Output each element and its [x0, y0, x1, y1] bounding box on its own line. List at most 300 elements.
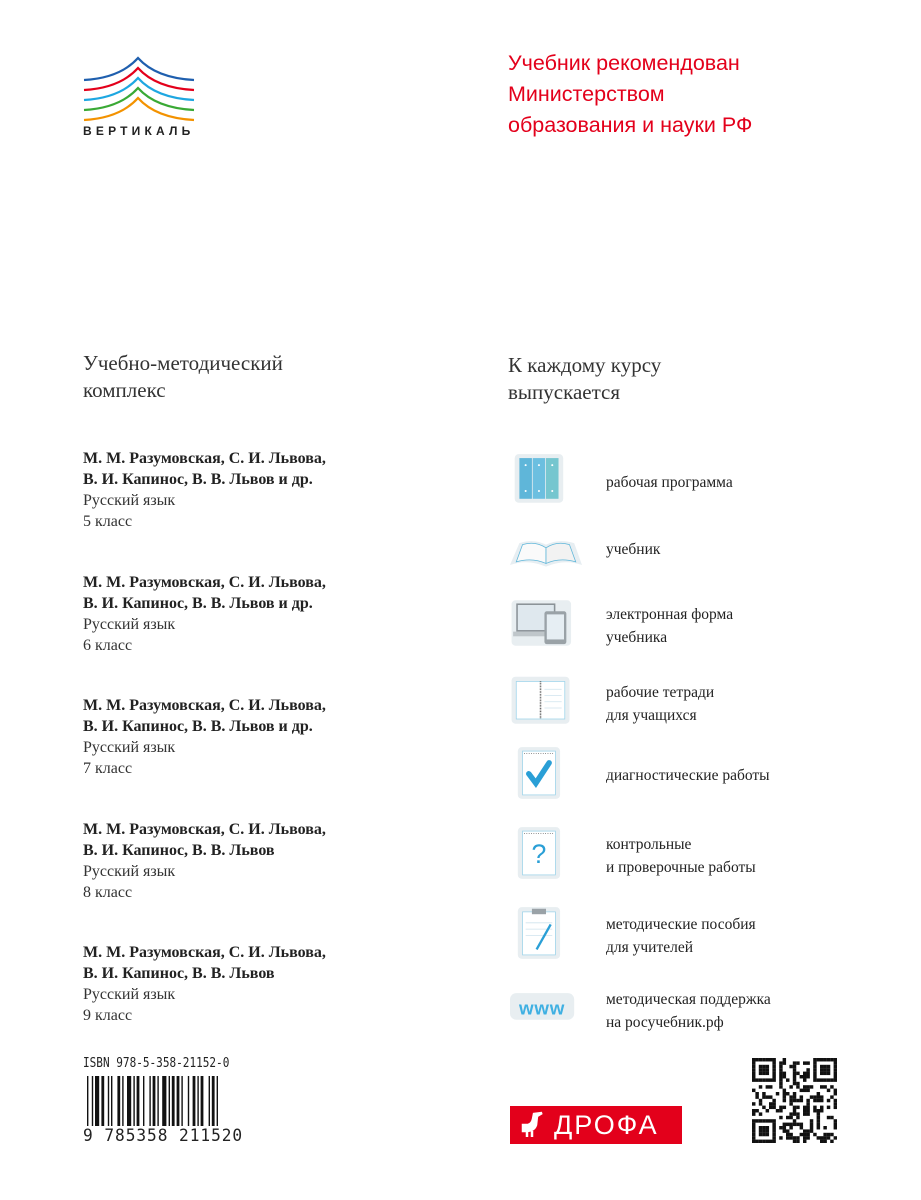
course-grade: 9 класс — [83, 1007, 133, 1024]
qr-module — [817, 1119, 820, 1122]
qr-module — [772, 1140, 775, 1143]
qr-module — [810, 1095, 813, 1098]
material-label-line: диагностические работы — [606, 767, 770, 784]
qr-module — [823, 1085, 826, 1088]
qr-module — [806, 1099, 809, 1102]
qr-module — [803, 1061, 806, 1064]
qr-module — [762, 1106, 765, 1109]
material-label-line: на росучебник.рф — [606, 1014, 724, 1031]
qr-module — [834, 1075, 837, 1078]
ean-number: 9 785358 211520 — [83, 1126, 244, 1146]
qr-module — [793, 1068, 796, 1071]
qr-module — [813, 1099, 816, 1102]
qr-module — [766, 1085, 769, 1088]
qr-module — [813, 1072, 816, 1075]
qr-module — [817, 1136, 820, 1139]
qr-module — [762, 1078, 765, 1081]
qr-module — [759, 1140, 762, 1143]
recommendation-line: Учебник рекомендован — [508, 51, 740, 75]
course-authors: В. И. Капинос, В. В. Львов и др. — [83, 718, 313, 735]
qr-module — [834, 1089, 837, 1092]
qr-module — [793, 1106, 796, 1109]
qr-module — [820, 1072, 823, 1075]
course-authors: В. И. Капинос, В. В. Львов — [83, 842, 275, 859]
qr-module — [752, 1061, 755, 1064]
qr-module — [803, 1106, 806, 1109]
course-authors: М. М. Разумовская, С. И. Львова, — [83, 450, 326, 467]
course-entry — [83, 695, 326, 779]
qr-module — [827, 1065, 830, 1068]
qr-module — [796, 1085, 799, 1088]
material-label — [606, 603, 733, 649]
material-label — [606, 471, 733, 494]
qr-module — [806, 1112, 809, 1115]
qr-module — [783, 1058, 786, 1061]
qr-module — [755, 1092, 758, 1095]
material-label-line: учебника — [606, 629, 668, 646]
qr-module — [759, 1126, 762, 1129]
qr-module — [823, 1072, 826, 1075]
qr-module — [834, 1123, 837, 1126]
qr-module — [769, 1119, 772, 1122]
qr-module — [806, 1129, 809, 1132]
qr-module — [830, 1085, 833, 1088]
material-label-line: методическая поддержка — [606, 991, 771, 1008]
qr-module — [779, 1068, 782, 1071]
qr-module — [759, 1133, 762, 1136]
qr-module — [766, 1095, 769, 1098]
qr-module — [759, 1065, 762, 1068]
qr-module — [779, 1061, 782, 1064]
qr-module — [786, 1136, 789, 1139]
material-label-line: и проверочные работы — [606, 859, 756, 876]
qr-module — [796, 1106, 799, 1109]
qr-module — [752, 1102, 755, 1105]
qr-module — [813, 1109, 816, 1112]
qr-module — [793, 1065, 796, 1068]
qr-module — [823, 1133, 826, 1136]
qr-module — [779, 1065, 782, 1068]
qr-module — [806, 1085, 809, 1088]
course-grade: 6 класс — [83, 637, 133, 654]
qr-module — [762, 1140, 765, 1143]
qr-module — [783, 1129, 786, 1132]
qr-module — [759, 1102, 762, 1105]
material-label-line: методические пособия — [606, 916, 756, 933]
qr-module — [752, 1065, 755, 1068]
qr-module — [823, 1140, 826, 1143]
qr-module — [803, 1112, 806, 1115]
qr-module — [759, 1068, 762, 1071]
material-item — [498, 820, 828, 890]
qr-module — [813, 1075, 816, 1078]
qr-module — [806, 1102, 809, 1105]
qr-module — [820, 1106, 823, 1109]
material-item — [498, 975, 828, 1045]
qr-module — [813, 1065, 816, 1068]
material-label — [606, 988, 771, 1034]
material-label-line: для учителей — [606, 939, 694, 956]
qr-module — [755, 1140, 758, 1143]
qr-module — [800, 1089, 803, 1092]
qr-module — [772, 1126, 775, 1129]
qr-module — [762, 1068, 765, 1071]
qr-module — [803, 1078, 806, 1081]
material-label-line: контрольные — [606, 836, 692, 853]
qr-module — [806, 1109, 809, 1112]
qr-module — [830, 1095, 833, 1098]
material-item — [498, 668, 828, 738]
qr-module — [827, 1133, 830, 1136]
qr-module — [783, 1123, 786, 1126]
qr-module — [786, 1078, 789, 1081]
qr-module — [779, 1126, 782, 1129]
qr-module — [762, 1126, 765, 1129]
qr-module — [766, 1109, 769, 1112]
qr-module — [783, 1126, 786, 1129]
qr-module — [834, 1119, 837, 1122]
qr-module — [759, 1078, 762, 1081]
qr-module — [793, 1123, 796, 1126]
bird-icon — [520, 1111, 546, 1139]
qr-module — [789, 1112, 792, 1115]
qr-module — [752, 1129, 755, 1132]
qr-module — [793, 1082, 796, 1085]
qr-module — [752, 1123, 755, 1126]
qr-module — [834, 1099, 837, 1102]
material-label-line: рабочая программа — [606, 474, 733, 491]
qr-module — [827, 1078, 830, 1081]
qr-module — [752, 1140, 755, 1143]
qr-module — [772, 1058, 775, 1061]
qr-module — [793, 1072, 796, 1075]
material-label — [606, 764, 770, 787]
qr-module — [779, 1075, 782, 1078]
recommendation-line: Министерством — [508, 82, 665, 106]
qr-module — [755, 1095, 758, 1098]
qr-module — [800, 1075, 803, 1078]
course-entry — [83, 448, 326, 532]
qr-module — [810, 1126, 813, 1129]
qr-module — [834, 1106, 837, 1109]
qr-module — [772, 1106, 775, 1109]
course-entry — [83, 942, 326, 1026]
qr-module — [772, 1136, 775, 1139]
qr-module — [779, 1078, 782, 1081]
qr-module — [793, 1140, 796, 1143]
qr-module — [789, 1116, 792, 1119]
course-grade: 8 класс — [83, 884, 133, 901]
course-subject: Русский язык — [83, 863, 176, 880]
qr-module — [800, 1126, 803, 1129]
material-label — [606, 681, 714, 727]
qr-module — [752, 1119, 755, 1122]
qr-module — [810, 1119, 813, 1122]
qr-module — [817, 1058, 820, 1061]
qr-module — [827, 1099, 830, 1102]
material-item — [498, 590, 828, 660]
qr-module — [752, 1112, 755, 1115]
qr-module — [796, 1099, 799, 1102]
qr-module — [830, 1116, 833, 1119]
qr-module — [786, 1133, 789, 1136]
materials-title — [508, 352, 661, 406]
qr-module — [803, 1089, 806, 1092]
qr-module — [827, 1089, 830, 1092]
qr-module — [834, 1102, 837, 1105]
qr-module — [772, 1061, 775, 1064]
qr-module — [793, 1061, 796, 1064]
qr-module — [766, 1078, 769, 1081]
qr-module — [813, 1068, 816, 1071]
qr-module — [823, 1068, 826, 1071]
qr-module — [793, 1092, 796, 1095]
qr-module — [796, 1123, 799, 1126]
qr-module — [793, 1119, 796, 1122]
qr-module — [810, 1129, 813, 1132]
qr-module — [806, 1089, 809, 1092]
qr-module — [827, 1136, 830, 1139]
qr-module — [769, 1095, 772, 1098]
qr-module — [793, 1112, 796, 1115]
qr-module — [806, 1072, 809, 1075]
qr-module — [762, 1095, 765, 1098]
qr-code — [752, 1058, 837, 1143]
qr-module — [813, 1133, 816, 1136]
qr-module — [820, 1058, 823, 1061]
title-line: К каждому курсу — [508, 353, 662, 377]
qr-module — [752, 1075, 755, 1078]
qr-module — [779, 1106, 782, 1109]
qr-module — [769, 1140, 772, 1143]
qr-module — [752, 1058, 755, 1061]
qr-module — [800, 1099, 803, 1102]
qr-module — [789, 1133, 792, 1136]
qr-module — [823, 1078, 826, 1081]
qr-module — [759, 1129, 762, 1132]
title-line: выпускается — [508, 380, 621, 404]
course-authors: М. М. Разумовская, С. И. Львова, — [83, 574, 326, 591]
qr-module — [766, 1058, 769, 1061]
qr-module — [755, 1078, 758, 1081]
qr-module — [834, 1058, 837, 1061]
qr-module — [810, 1123, 813, 1126]
material-label-line: учебник — [606, 541, 661, 558]
qr-module — [762, 1058, 765, 1061]
checkmark-pad-icon — [510, 740, 582, 806]
qr-module — [783, 1061, 786, 1064]
qr-module — [834, 1078, 837, 1081]
qr-module — [789, 1095, 792, 1098]
qr-module — [834, 1136, 837, 1139]
course-grade: 5 класс — [83, 513, 133, 530]
qr-module — [769, 1085, 772, 1088]
svg-text:www: www — [519, 997, 566, 1019]
qr-module — [769, 1078, 772, 1081]
qr-module — [752, 1133, 755, 1136]
material-label — [606, 538, 660, 561]
qr-module — [813, 1058, 816, 1061]
qr-module — [772, 1072, 775, 1075]
qr-module — [820, 1109, 823, 1112]
qr-module — [766, 1133, 769, 1136]
qr-module — [803, 1109, 806, 1112]
qr-module — [834, 1065, 837, 1068]
qr-module — [813, 1078, 816, 1081]
qr-module — [813, 1106, 816, 1109]
qr-module — [803, 1075, 806, 1078]
qr-module — [769, 1106, 772, 1109]
qr-module — [827, 1068, 830, 1071]
qr-module — [834, 1061, 837, 1064]
course-authors: В. И. Капинос, В. В. Львов — [83, 965, 275, 982]
qr-module — [766, 1129, 769, 1132]
qr-module — [789, 1099, 792, 1102]
qr-module — [762, 1133, 765, 1136]
course-authors: В. И. Капинос, В. В. Львов и др. — [83, 595, 313, 612]
qr-module — [766, 1068, 769, 1071]
qr-module — [779, 1116, 782, 1119]
qr-module — [800, 1133, 803, 1136]
recommendation-notice — [508, 48, 752, 141]
binders-icon — [510, 447, 582, 513]
qr-module — [834, 1068, 837, 1071]
qr-module — [759, 1119, 762, 1122]
qr-module — [762, 1129, 765, 1132]
course-authors: М. М. Разумовская, С. И. Львова, — [83, 697, 326, 714]
qr-module — [793, 1136, 796, 1139]
course-authors: М. М. Разумовская, С. И. Львова, — [83, 821, 326, 838]
qr-module — [820, 1065, 823, 1068]
course-authors: М. М. Разумовская, С. И. Львова, — [83, 944, 326, 961]
qr-module — [820, 1140, 823, 1143]
material-label — [606, 833, 756, 879]
recommendation-line: образования и науки РФ — [508, 113, 753, 137]
material-item — [498, 740, 828, 810]
logo-text: ВЕРТИКАЛЬ — [83, 124, 195, 138]
qr-module — [786, 1116, 789, 1119]
qr-module — [827, 1058, 830, 1061]
qr-module — [793, 1099, 796, 1102]
qr-module — [820, 1078, 823, 1081]
material-label-line: рабочие тетради — [606, 684, 715, 701]
qr-module — [752, 1126, 755, 1129]
course-entry — [83, 819, 326, 903]
qr-module — [786, 1129, 789, 1132]
qr-module — [823, 1136, 826, 1139]
material-label-line: электронная форма — [606, 606, 734, 623]
qr-module — [779, 1072, 782, 1075]
qr-module — [796, 1136, 799, 1139]
qr-module — [783, 1072, 786, 1075]
qr-module — [752, 1109, 755, 1112]
qr-module — [806, 1075, 809, 1078]
qr-module — [793, 1095, 796, 1098]
qr-module — [806, 1106, 809, 1109]
qr-module — [783, 1075, 786, 1078]
qr-module — [766, 1065, 769, 1068]
material-label — [606, 913, 756, 959]
qr-module — [772, 1075, 775, 1078]
qr-module — [766, 1140, 769, 1143]
devices-icon — [510, 590, 582, 656]
qr-module — [759, 1085, 762, 1088]
qr-module — [772, 1099, 775, 1102]
qr-module — [762, 1119, 765, 1122]
qr-module — [755, 1109, 758, 1112]
qr-module — [783, 1089, 786, 1092]
qr-module — [806, 1068, 809, 1071]
qr-module — [803, 1133, 806, 1136]
qr-module — [789, 1085, 792, 1088]
qr-module — [817, 1112, 820, 1115]
course-subject: Русский язык — [83, 986, 176, 1003]
qr-module — [766, 1119, 769, 1122]
qr-module — [752, 1068, 755, 1071]
qr-module — [820, 1068, 823, 1071]
qr-module — [772, 1102, 775, 1105]
qr-module — [769, 1058, 772, 1061]
qr-module — [762, 1092, 765, 1095]
qr-module — [813, 1061, 816, 1064]
qr-module — [796, 1116, 799, 1119]
qr-module — [813, 1095, 816, 1098]
qr-module — [789, 1065, 792, 1068]
question-pad-icon — [510, 820, 582, 886]
qr-module — [772, 1123, 775, 1126]
qr-module — [803, 1085, 806, 1088]
material-item — [498, 514, 828, 584]
course-grade: 7 класс — [83, 760, 133, 777]
qr-module — [834, 1126, 837, 1129]
qr-module — [762, 1072, 765, 1075]
qr-module — [772, 1129, 775, 1132]
qr-module — [796, 1072, 799, 1075]
material-item — [498, 447, 828, 517]
qr-module — [793, 1075, 796, 1078]
qr-module — [772, 1065, 775, 1068]
qr-module — [820, 1085, 823, 1088]
qr-module — [769, 1102, 772, 1105]
qr-module — [817, 1099, 820, 1102]
qr-module — [823, 1126, 826, 1129]
qr-module — [830, 1078, 833, 1081]
course-subject: Русский язык — [83, 616, 176, 633]
qr-module — [783, 1095, 786, 1098]
qr-module — [803, 1072, 806, 1075]
svg-text:?: ? — [531, 839, 547, 870]
qr-module — [786, 1092, 789, 1095]
qr-module — [766, 1126, 769, 1129]
qr-module — [806, 1136, 809, 1139]
qr-module — [817, 1116, 820, 1119]
qr-module — [820, 1095, 823, 1098]
isbn: ISBN 978-5-358-21152-0 — [83, 1056, 230, 1071]
qr-module — [803, 1129, 806, 1132]
qr-module — [817, 1092, 820, 1095]
complex-title — [83, 350, 283, 404]
qr-module — [823, 1058, 826, 1061]
course-subject: Русский язык — [83, 739, 176, 756]
qr-module — [752, 1136, 755, 1139]
qr-module — [817, 1123, 820, 1126]
www-icon — [510, 975, 582, 1041]
qr-module — [834, 1092, 837, 1095]
qr-module — [776, 1092, 779, 1095]
course-subject: Русский язык — [83, 492, 176, 509]
title-line: Учебно-методический — [83, 351, 283, 375]
qr-module — [806, 1061, 809, 1064]
